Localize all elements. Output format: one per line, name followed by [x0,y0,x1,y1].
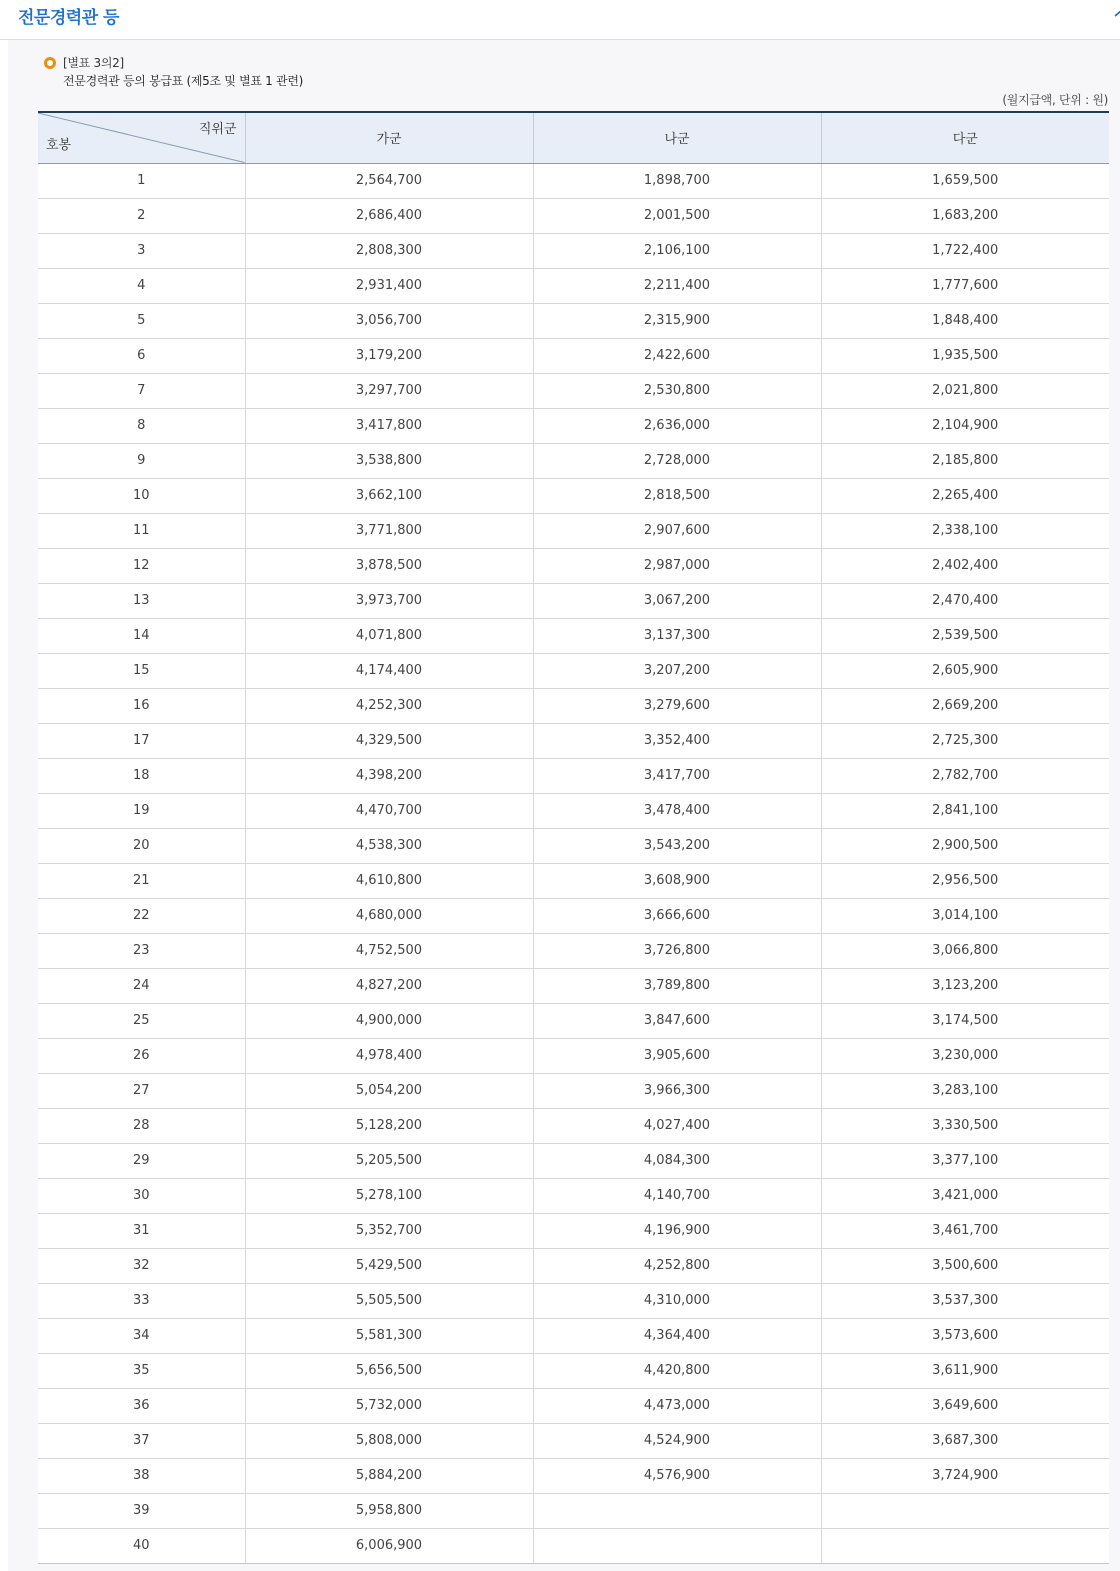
step-number-cell: 32 [38,1248,245,1283]
table-row [38,268,1109,303]
table-row [38,1003,1109,1038]
group-b-salary-cell: 2,315,900 [533,303,821,338]
table-row [38,1353,1109,1388]
step-number-cell: 10 [38,478,245,513]
group-a-salary-cell: 5,278,100 [245,1178,533,1213]
step-number-cell: 38 [38,1458,245,1493]
step-number-cell: 12 [38,548,245,583]
group-b-salary-cell: 3,966,300 [533,1073,821,1108]
step-number-cell: 13 [38,583,245,618]
group-b-salary-cell: 3,726,800 [533,933,821,968]
table-row [38,863,1109,898]
step-number-cell: 2 [38,198,245,233]
step-number-cell: 31 [38,1213,245,1248]
group-c-salary-cell: 3,500,600 [821,1248,1109,1283]
section-header [0,0,1120,40]
table-row [38,1178,1109,1213]
group-b-salary-cell [533,1528,821,1563]
group-c-salary-cell: 1,722,400 [821,233,1109,268]
group-a-salary-cell: 3,179,200 [245,338,533,373]
collapse-chevron-icon[interactable] [1114,8,1120,18]
step-number-cell: 22 [38,898,245,933]
group-b-salary-cell: 2,818,500 [533,478,821,513]
table-row [38,198,1109,233]
group-a-salary-cell: 4,680,000 [245,898,533,933]
group-b-salary-cell: 4,576,900 [533,1458,821,1493]
group-c-salary-cell: 3,283,100 [821,1073,1109,1108]
group-b-salary-cell: 3,067,200 [533,583,821,618]
step-number-cell: 34 [38,1318,245,1353]
group-b-salary-cell: 3,905,600 [533,1038,821,1073]
group-b-salary-cell: 3,207,200 [533,653,821,688]
table-row [38,688,1109,723]
table-row [38,933,1109,968]
group-c-salary-cell: 2,669,200 [821,688,1109,723]
group-a-salary-cell: 5,429,500 [245,1248,533,1283]
group-c-salary-cell: 2,725,300 [821,723,1109,758]
column-header-group-a: 가군 [245,112,533,163]
group-b-salary-cell: 2,987,000 [533,548,821,583]
group-a-salary-cell: 3,878,500 [245,548,533,583]
group-c-salary-cell: 1,683,200 [821,198,1109,233]
table-row [38,513,1109,548]
group-a-salary-cell: 2,808,300 [245,233,533,268]
group-b-salary-cell: 4,252,800 [533,1248,821,1283]
table-caption-title: 전문경력관 등의 봉급표 (제5조 및 별표 1 관련) [63,74,303,88]
group-c-salary-cell: 1,848,400 [821,303,1109,338]
group-c-salary-cell: 3,611,900 [821,1353,1109,1388]
table-row [38,723,1109,758]
group-c-salary-cell: 3,649,600 [821,1388,1109,1423]
group-a-salary-cell: 3,662,100 [245,478,533,513]
group-b-salary-cell: 2,907,600 [533,513,821,548]
unit-note: (월지급액, 단위 : 원) [1002,93,1108,107]
group-a-salary-cell: 5,884,200 [245,1458,533,1493]
group-a-salary-cell: 5,505,500 [245,1283,533,1318]
group-a-salary-cell: 3,771,800 [245,513,533,548]
table-row [38,1108,1109,1143]
table-row [38,1458,1109,1493]
table-row [38,1248,1109,1283]
table-row [38,303,1109,338]
group-c-salary-cell: 2,782,700 [821,758,1109,793]
table-row [38,968,1109,1003]
step-number-cell: 33 [38,1283,245,1318]
step-number-cell: 3 [38,233,245,268]
step-number-cell: 24 [38,968,245,1003]
group-c-salary-cell: 1,659,500 [821,163,1109,198]
table-row [38,653,1109,688]
step-number-cell: 36 [38,1388,245,1423]
table-row [38,443,1109,478]
table-row [38,828,1109,863]
table-row [38,233,1109,268]
group-a-salary-cell: 5,128,200 [245,1108,533,1143]
group-a-salary-cell: 4,827,200 [245,968,533,1003]
group-c-salary-cell: 3,537,300 [821,1283,1109,1318]
step-number-cell: 4 [38,268,245,303]
step-number-cell: 11 [38,513,245,548]
group-a-salary-cell: 6,006,900 [245,1528,533,1563]
group-c-salary-cell: 2,539,500 [821,618,1109,653]
group-c-salary-cell: 3,461,700 [821,1213,1109,1248]
group-c-salary-cell: 1,935,500 [821,338,1109,373]
group-c-salary-cell: 2,265,400 [821,478,1109,513]
step-number-cell: 15 [38,653,245,688]
step-number-cell: 20 [38,828,245,863]
table-row [38,758,1109,793]
step-number-cell: 14 [38,618,245,653]
group-a-salary-cell: 3,538,800 [245,443,533,478]
group-c-salary-cell: 2,338,100 [821,513,1109,548]
group-b-salary-cell: 3,279,600 [533,688,821,723]
table-body [38,163,1109,1563]
table-row [38,898,1109,933]
table-row [38,1318,1109,1353]
table-row [38,1143,1109,1178]
step-number-cell: 23 [38,933,245,968]
group-b-salary-cell: 4,364,400 [533,1318,821,1353]
group-b-salary-cell: 3,789,800 [533,968,821,1003]
group-c-salary-cell: 3,421,000 [821,1178,1109,1213]
table-row [38,1423,1109,1458]
group-c-salary-cell [821,1528,1109,1563]
page-title: 전문경력관 등 [18,8,119,28]
table-row [38,548,1109,583]
group-b-salary-cell: 4,027,400 [533,1108,821,1143]
group-a-salary-cell: 5,205,500 [245,1143,533,1178]
step-number-cell: 35 [38,1353,245,1388]
group-c-salary-cell: 3,377,100 [821,1143,1109,1178]
step-number-cell: 1 [38,163,245,198]
group-b-salary-cell: 4,310,000 [533,1283,821,1318]
step-number-cell: 8 [38,408,245,443]
group-a-salary-cell: 3,056,700 [245,303,533,338]
group-a-salary-cell: 4,978,400 [245,1038,533,1073]
bullet-circle-icon [44,57,56,69]
group-c-salary-cell: 3,123,200 [821,968,1109,1003]
table-row [38,1073,1109,1108]
step-number-cell: 25 [38,1003,245,1038]
group-a-salary-cell: 5,581,300 [245,1318,533,1353]
group-b-salary-cell: 2,728,000 [533,443,821,478]
group-b-salary-cell: 4,196,900 [533,1213,821,1248]
group-b-salary-cell: 2,001,500 [533,198,821,233]
step-number-cell: 27 [38,1073,245,1108]
table-row [38,793,1109,828]
step-number-cell: 6 [38,338,245,373]
table-row [38,338,1109,373]
table-row [38,478,1109,513]
table-row [38,1283,1109,1318]
table-row [38,1528,1109,1563]
corner-label-step: 호봉 [46,137,72,153]
group-a-salary-cell: 5,732,000 [245,1388,533,1423]
group-b-salary-cell: 2,211,400 [533,268,821,303]
group-c-salary-cell: 2,185,800 [821,443,1109,478]
table-row [38,1493,1109,1528]
group-b-salary-cell: 4,524,900 [533,1423,821,1458]
group-a-salary-cell: 4,610,800 [245,863,533,898]
group-c-salary-cell: 2,841,100 [821,793,1109,828]
table-row [38,408,1109,443]
step-number-cell: 9 [38,443,245,478]
group-b-salary-cell: 2,636,000 [533,408,821,443]
group-c-salary-cell: 2,021,800 [821,373,1109,408]
group-c-salary-cell: 3,230,000 [821,1038,1109,1073]
group-b-salary-cell: 1,898,700 [533,163,821,198]
group-c-salary-cell: 3,014,100 [821,898,1109,933]
corner-label-position-group: 직위군 [198,122,237,137]
corner-header-cell [38,112,245,163]
step-number-cell: 26 [38,1038,245,1073]
group-b-salary-cell: 4,420,800 [533,1353,821,1388]
group-a-salary-cell: 5,808,000 [245,1423,533,1458]
group-c-salary-cell [821,1493,1109,1528]
group-a-salary-cell: 4,174,400 [245,653,533,688]
group-c-salary-cell: 3,687,300 [821,1423,1109,1458]
group-a-salary-cell: 4,398,200 [245,758,533,793]
step-number-cell: 21 [38,863,245,898]
group-b-salary-cell: 3,847,600 [533,1003,821,1038]
group-c-salary-cell: 2,104,900 [821,408,1109,443]
group-a-salary-cell: 2,686,400 [245,198,533,233]
group-c-salary-cell: 2,605,900 [821,653,1109,688]
table-header-row [38,112,1109,163]
group-c-salary-cell: 2,900,500 [821,828,1109,863]
salary-table [38,111,1109,1564]
step-number-cell: 19 [38,793,245,828]
group-a-salary-cell: 5,656,500 [245,1353,533,1388]
group-c-salary-cell: 2,470,400 [821,583,1109,618]
group-b-salary-cell: 3,608,900 [533,863,821,898]
group-a-salary-cell: 4,329,500 [245,723,533,758]
group-c-salary-cell: 3,174,500 [821,1003,1109,1038]
group-a-salary-cell: 5,958,800 [245,1493,533,1528]
table-row [38,373,1109,408]
group-b-salary-cell: 2,530,800 [533,373,821,408]
group-c-salary-cell: 3,573,600 [821,1318,1109,1353]
group-a-salary-cell: 4,900,000 [245,1003,533,1038]
group-a-salary-cell: 4,752,500 [245,933,533,968]
group-a-salary-cell: 3,417,800 [245,408,533,443]
group-b-salary-cell: 3,666,600 [533,898,821,933]
group-a-salary-cell: 5,054,200 [245,1073,533,1108]
table-row [38,1213,1109,1248]
group-b-salary-cell: 3,543,200 [533,828,821,863]
step-number-cell: 28 [38,1108,245,1143]
group-c-salary-cell: 3,066,800 [821,933,1109,968]
group-b-salary-cell: 2,106,100 [533,233,821,268]
group-b-salary-cell: 3,417,700 [533,758,821,793]
group-b-salary-cell: 4,084,300 [533,1143,821,1178]
group-a-salary-cell: 2,931,400 [245,268,533,303]
table-row [38,163,1109,198]
table-row [38,1388,1109,1423]
table-caption-ref: [별표 3의2] [63,56,124,70]
group-b-salary-cell: 4,140,700 [533,1178,821,1213]
group-a-salary-cell: 4,252,300 [245,688,533,723]
group-b-salary-cell: 2,422,600 [533,338,821,373]
step-number-cell: 30 [38,1178,245,1213]
step-number-cell: 40 [38,1528,245,1563]
step-number-cell: 5 [38,303,245,338]
group-a-salary-cell: 2,564,700 [245,163,533,198]
group-b-salary-cell [533,1493,821,1528]
group-a-salary-cell: 3,973,700 [245,583,533,618]
group-c-salary-cell: 3,724,900 [821,1458,1109,1493]
column-header-group-c: 다군 [821,112,1109,163]
step-number-cell: 29 [38,1143,245,1178]
step-number-cell: 17 [38,723,245,758]
step-number-cell: 7 [38,373,245,408]
column-header-group-b: 나군 [533,112,821,163]
step-number-cell: 18 [38,758,245,793]
group-a-salary-cell: 4,071,800 [245,618,533,653]
group-b-salary-cell: 4,473,000 [533,1388,821,1423]
step-number-cell: 16 [38,688,245,723]
group-a-salary-cell: 4,470,700 [245,793,533,828]
group-a-salary-cell: 5,352,700 [245,1213,533,1248]
step-number-cell: 39 [38,1493,245,1528]
group-b-salary-cell: 3,478,400 [533,793,821,828]
group-c-salary-cell: 2,956,500 [821,863,1109,898]
step-number-cell: 37 [38,1423,245,1458]
table-row [38,618,1109,653]
table-row [38,1038,1109,1073]
group-c-salary-cell: 3,330,500 [821,1108,1109,1143]
table-row [38,583,1109,618]
group-c-salary-cell: 2,402,400 [821,548,1109,583]
group-a-salary-cell: 3,297,700 [245,373,533,408]
group-c-salary-cell: 1,777,600 [821,268,1109,303]
group-b-salary-cell: 3,137,300 [533,618,821,653]
group-b-salary-cell: 3,352,400 [533,723,821,758]
group-a-salary-cell: 4,538,300 [245,828,533,863]
